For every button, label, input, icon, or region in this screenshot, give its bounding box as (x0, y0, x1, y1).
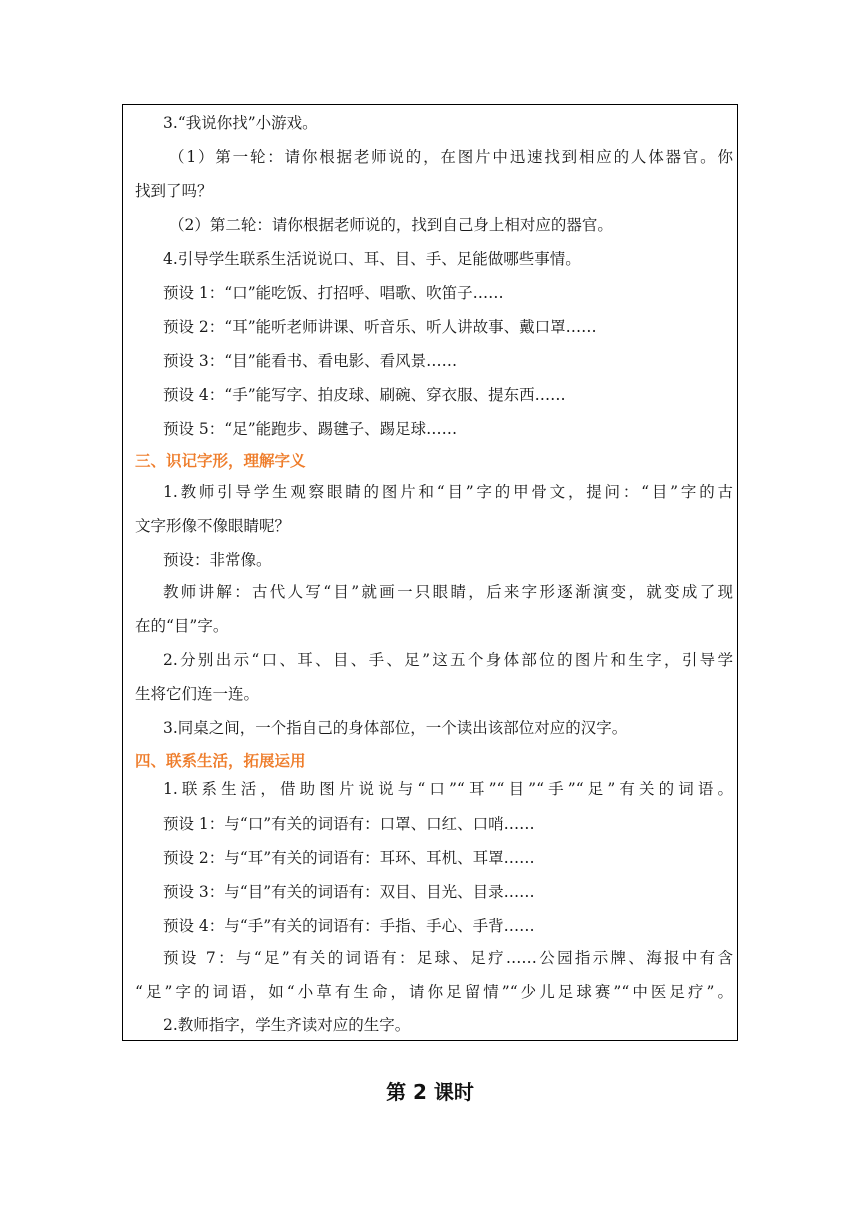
lesson-period-title: 第 2 课时 (386, 1080, 474, 1104)
section-heading-3: 三、识记字形，理解字义 (135, 452, 306, 470)
text-line: （1）第一轮：请你根据老师说的，在图片中迅速找到相应的人体器官。你 (169, 148, 733, 166)
text-line: 预设 2：与“耳”有关的词语有：耳环、耳机、耳罩…… (163, 849, 535, 867)
text-line: 2.分别出示“口、耳、目、手、足”这五个身体部位的图片和生字，引导学 (163, 651, 733, 669)
text-line: 预设 4：与“手”有关的词语有：手指、手心、手背…… (163, 917, 535, 935)
text-line: 预设 7：与“足”有关的词语有：足球、足疗……公园指示牌、海报中有含 (163, 949, 733, 967)
text-line: 文字形像不像眼睛呢？ (135, 517, 291, 535)
text-line: 生将它们连一连。 (135, 685, 260, 703)
text-line: 找到了吗？ (135, 182, 213, 200)
text-line: “足”字的词语，如“小草有生命，请你足留情”“少儿足球赛”“中医足疗”。 (135, 983, 733, 1001)
text-line: 教师讲解：古代人写“目”就画一只眼睛，后来字形逐渐演变，就变成了现 (163, 583, 733, 601)
text-line: 预设 3：与“目”有关的词语有：双目、目光、目录…… (163, 883, 535, 901)
text-line: 2.教师指字，学生齐读对应的生字。 (163, 1016, 411, 1034)
text-line: 1.联系生活，借助图片说说与“口”“耳”“目”“手”“足”有关的词语。 (163, 780, 733, 798)
text-line: 预设 5：“足”能跑步、踢毽子、踢足球…… (163, 420, 458, 438)
text-line: 预设 1：“口”能吃饭、打招呼、唱歌、吹笛子…… (163, 284, 504, 302)
section-heading-4: 四、联系生活，拓展运用 (135, 752, 306, 770)
text-line: 3.“我说你找”小游戏。 (163, 114, 318, 132)
text-line: 预设 2：“耳”能听老师讲课、听音乐、听人讲故事、戴口罩…… (163, 318, 597, 336)
text-line: 在的“目”字。 (135, 617, 229, 635)
text-line: 1.教师引导学生观察眼睛的图片和“目”字的甲骨文，提问：“目”字的古 (163, 483, 733, 501)
text-line: 预设 4：“手”能写字、拍皮球、刷碗、穿衣服、提东西…… (163, 386, 566, 404)
text-line: 4.引导学生联系生活说说口、耳、目、手、足能做哪些事情。 (163, 250, 581, 268)
text-line: 预设 1：与“口”有关的词语有：口罩、口红、口哨…… (163, 815, 535, 833)
text-line: 预设：非常像。 (163, 551, 272, 569)
text-line: （2）第二轮：请你根据老师说的，找到自己身上相对应的器官。 (169, 216, 613, 234)
text-line: 预设 3：“目”能看书、看电影、看风景…… (163, 352, 458, 370)
text-line: 3.同桌之间，一个指自己的身体部位，一个读出该部位对应的汉字。 (163, 719, 628, 737)
